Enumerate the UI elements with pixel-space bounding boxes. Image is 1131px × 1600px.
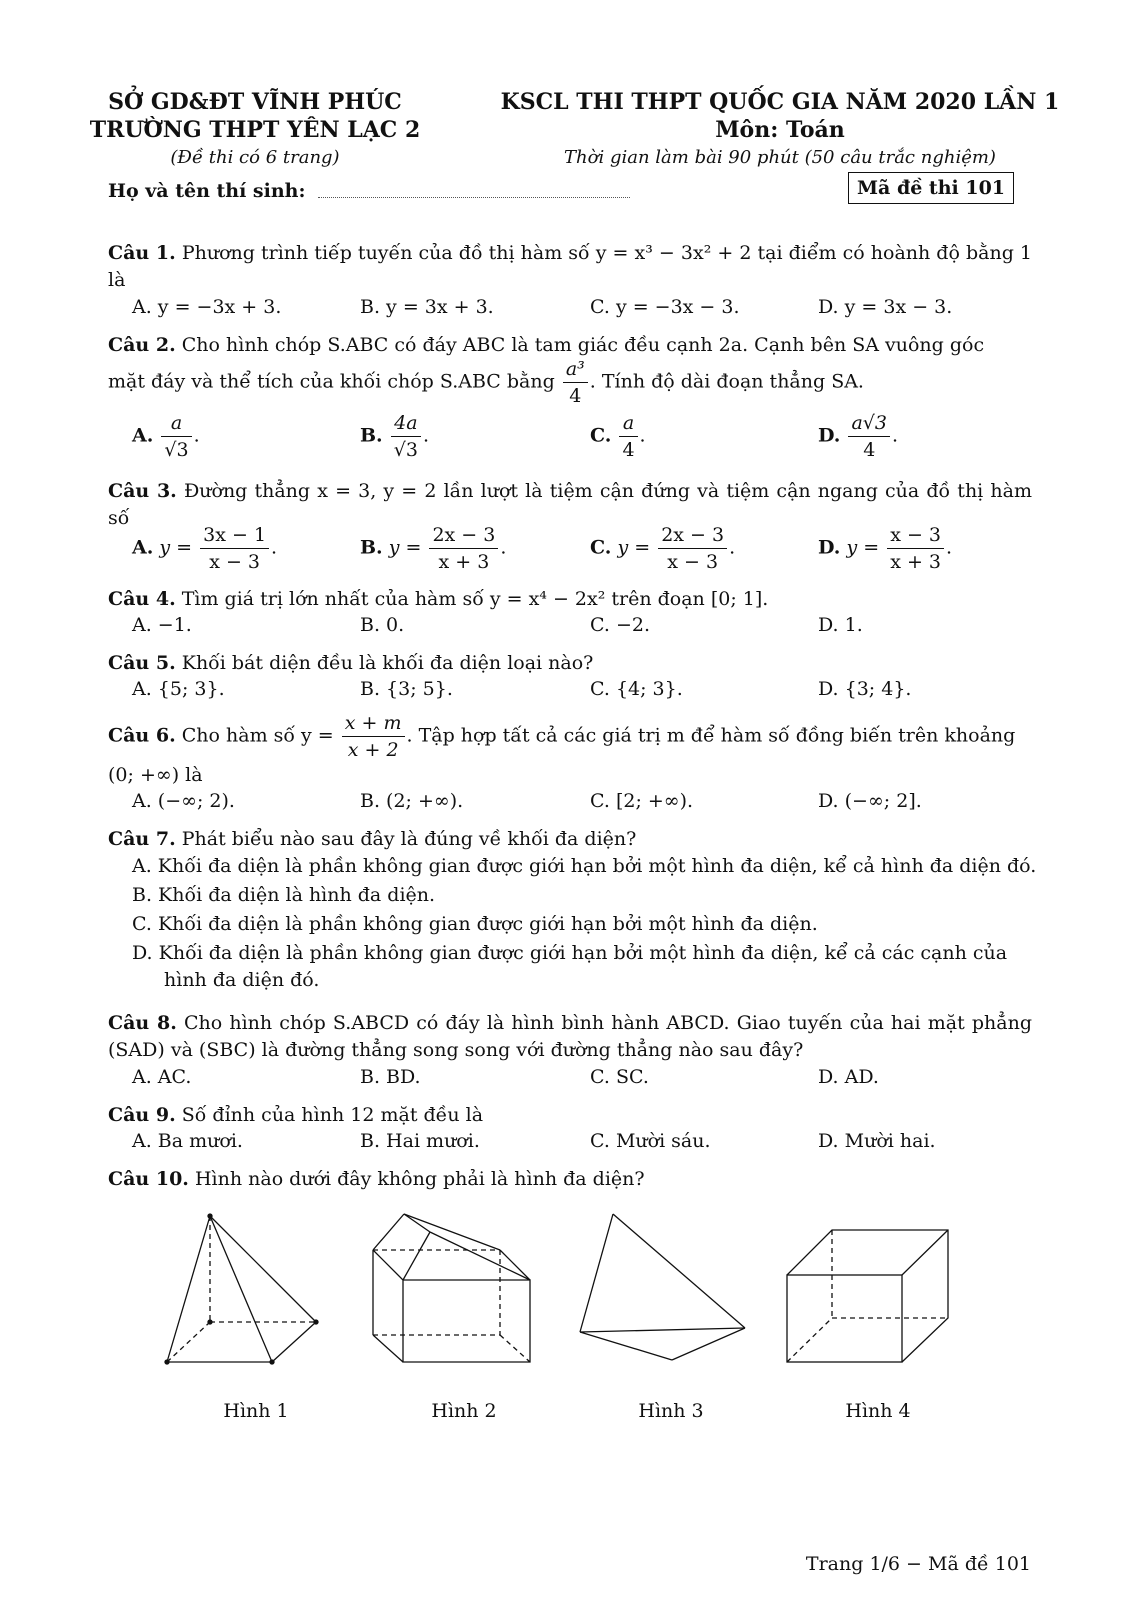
q2-option-a[interactable]: A. $\frac{a}{√3}$ . <box>132 412 200 461</box>
question-label: Câu 8. <box>108 1012 177 1034</box>
question-label: Câu 9. <box>108 1104 176 1126</box>
fraction-numerator: x + m <box>342 710 405 737</box>
q8-option-a[interactable]: A. AC. <box>132 1066 192 1088</box>
question-text: Khối bát diện đều là khối đa diện loại nào? <box>181 652 594 674</box>
q4-option-d[interactable]: D. 1. <box>818 614 863 636</box>
question-text: mặt đáy và thể tích của khối chóp S.ABC bằng <box>108 370 555 393</box>
question-label: Câu 10. <box>108 1168 189 1190</box>
q2-option-b[interactable]: B. $\frac{4a}{√3}$ . <box>360 412 429 461</box>
candidate-name-label: Họ và tên thí sinh: <box>108 180 306 202</box>
question-label: Câu 3. <box>108 480 177 502</box>
q5-option-c[interactable]: C. {4; 3}. <box>590 678 683 700</box>
fraction-denominator: x + 2 <box>347 739 399 761</box>
q3-option-a[interactable]: A. y = $\frac{3x - 1}{x - 3}$ . <box>132 524 278 573</box>
question-text: Số đỉnh của hình 12 mặt đều là <box>181 1104 484 1126</box>
q5-option-d[interactable]: D. {3; 4}. <box>818 678 912 700</box>
fraction-numerator: 3x − 1 <box>200 522 269 549</box>
q6-option-a[interactable]: A. (−∞; 2). <box>132 790 235 812</box>
subject: Môn: Toán <box>715 117 845 143</box>
fraction-denominator: x − 3 <box>209 551 260 573</box>
exam-title: KSCL THI THPT QUỐC GIA NĂM 2020 LẦN 1 <box>500 89 1060 115</box>
fraction-denominator: √3 <box>164 439 189 461</box>
figure-3-label: Hình 3 <box>638 1400 704 1422</box>
q7-option-d[interactable]: D. Khối đa diện là phần không gian được giới hạn bởi một hình đa diện, kể cả các cạnh của <box>132 942 1008 964</box>
school-name: TRƯỜNG THPT YÊN LẠC 2 <box>89 117 421 143</box>
question-label: Câu 2. <box>108 334 176 356</box>
q6-option-b[interactable]: B. (2; +∞). <box>360 790 464 812</box>
fraction-numerator: x − 3 <box>887 522 944 549</box>
question-text: Phát biểu nào sau đây là đúng về khối đa diện? <box>181 828 637 850</box>
page-footer: Trang 1/6 − Mã đề 101 <box>805 1553 1031 1575</box>
question-label: Câu 1. <box>108 242 176 264</box>
q1-option-a[interactable]: A. y = −3x + 3. <box>132 296 282 318</box>
figure-4-label: Hình 4 <box>845 1400 911 1422</box>
q5-option-b[interactable]: B. {3; 5}. <box>360 678 453 700</box>
figure-2-polyhedron[interactable] <box>373 1214 530 1362</box>
fraction-numerator: 2x − 3 <box>658 522 727 549</box>
q4-option-c[interactable]: C. −2. <box>590 614 650 636</box>
question-label: Câu 5. <box>108 652 176 674</box>
question-text: . Tính độ dài đoạn thẳng SA. <box>589 370 864 393</box>
q3-option-d[interactable]: D. y = $\frac{x - 3}{x + 3}$ . <box>818 524 953 573</box>
q8-option-c[interactable]: C. SC. <box>590 1066 649 1088</box>
q9-option-a[interactable]: A. Ba mươi. <box>132 1130 243 1152</box>
question-text: Cho hình chóp S.ABCD có đáy là hình bình hành ABCD. Giao tuyến của hai mặt phẳng (SAD) và (SBC) là đường thẳng song song với đường thẳng nào sau đây? <box>108 1012 1032 1061</box>
q7-option-d-cont[interactable]: hình đa diện đó. <box>164 969 320 991</box>
fraction-denominator: 4 <box>622 439 635 461</box>
q7-option-a[interactable]: A. Khối đa diện là phần không gian được giới hạn bởi một hình đa diện, kể cả hình đa diện đó. <box>132 855 1037 877</box>
page-count-note: (Đề thi có 6 trang) <box>170 147 340 168</box>
question-label: Câu 4. <box>108 588 176 610</box>
q3-option-b[interactable]: B. y = $\frac{2x - 3}{x + 3}$ . <box>360 524 507 573</box>
fraction-numerator: 4a <box>391 410 421 437</box>
question-text: . Tập hợp tất cả các giá trị m để hàm số đồng biến trên khoảng <box>406 724 1016 747</box>
q2-option-c[interactable]: C. $\frac{a}{4}$ . <box>590 412 646 461</box>
question-text: Tìm giá trị lớn nhất của hàm số y = x⁴ − 2x² trên đoạn [0; 1]. <box>181 588 769 610</box>
fraction-denominator: 4 <box>569 385 582 407</box>
q4-option-b[interactable]: B. 0. <box>360 614 405 636</box>
time-note: Thời gian làm bài 90 phút (50 câu trắc nghiệm) <box>564 147 996 168</box>
q1-option-d[interactable]: D. y = 3x − 3. <box>818 296 953 318</box>
q8-option-b[interactable]: B. BD. <box>360 1066 421 1088</box>
question-label: Câu 6. <box>108 724 176 747</box>
q6-option-c[interactable]: C. [2; +∞). <box>590 790 694 812</box>
question-text: Cho hình chóp S.ABC có đáy ABC là tam giác đều cạnh 2a. Cạnh bên SA vuông góc <box>181 334 985 356</box>
question-text: Hình nào dưới đây không phải là hình đa diện? <box>194 1168 645 1190</box>
question-6-line2: (0; +∞) là <box>108 764 203 786</box>
fraction-numerator: a <box>161 410 191 437</box>
q1-option-b[interactable]: B. y = 3x + 3. <box>360 296 494 318</box>
figure-4-box[interactable] <box>787 1230 948 1362</box>
fraction-numerator: 2x − 3 <box>429 522 498 549</box>
q3-option-c[interactable]: C. y = $\frac{2x - 3}{x - 3}$ . <box>590 524 736 573</box>
figure-2-label: Hình 2 <box>431 1400 497 1422</box>
fraction-denominator: x + 3 <box>438 551 490 573</box>
exam-code-box: Mã đề thi 101 <box>848 172 1014 204</box>
fraction-denominator: x − 3 <box>667 551 719 573</box>
q7-option-b[interactable]: B. Khối đa diện là hình đa diện. <box>132 884 436 906</box>
fraction-denominator: √3 <box>393 439 418 461</box>
department-name: SỞ GD&ĐT VĨNH PHÚC <box>108 89 402 115</box>
q5-option-a[interactable]: A. {5; 3}. <box>132 678 225 700</box>
question-text: Đường thẳng x = 3, y = 2 lần lượt là tiệm cận đứng và tiệm cận ngang của đồ thị hàm số <box>108 480 1032 529</box>
figure-1-label: Hình 1 <box>223 1400 289 1422</box>
q1-option-c[interactable]: C. y = −3x − 3. <box>590 296 740 318</box>
q8-option-d[interactable]: D. AD. <box>818 1066 879 1088</box>
fraction-numerator: a√3 <box>848 410 890 437</box>
q7-option-c[interactable]: C. Khối đa diện là phần không gian được giới hạn bởi một hình đa diện. <box>132 913 818 935</box>
q4-option-a[interactable]: A. −1. <box>132 614 192 636</box>
question-label: Câu 7. <box>108 828 176 850</box>
q6-option-d[interactable]: D. (−∞; 2]. <box>818 790 922 812</box>
fraction-numerator: a³ <box>563 356 588 383</box>
fraction-numerator: a <box>619 410 637 437</box>
q9-option-c[interactable]: C. Mười sáu. <box>590 1130 711 1152</box>
question-text: Phương trình tiếp tuyến của đồ thị hàm số y = x³ − 3x² + 2 tại điểm có hoành độ bằng 1 là <box>108 242 1033 291</box>
fraction-denominator: 4 <box>863 439 876 461</box>
q2-option-d[interactable]: D. $\frac{a√3}{4}$ . <box>818 412 899 461</box>
fraction-denominator: x + 3 <box>890 551 942 573</box>
question-text: Cho hàm số y = <box>181 724 334 747</box>
figure-1-pyramid[interactable] <box>165 1214 318 1364</box>
q9-option-d[interactable]: D. Mười hai. <box>818 1130 936 1152</box>
q9-option-b[interactable]: B. Hai mươi. <box>360 1130 480 1152</box>
figure-3-shape[interactable] <box>580 1214 745 1360</box>
